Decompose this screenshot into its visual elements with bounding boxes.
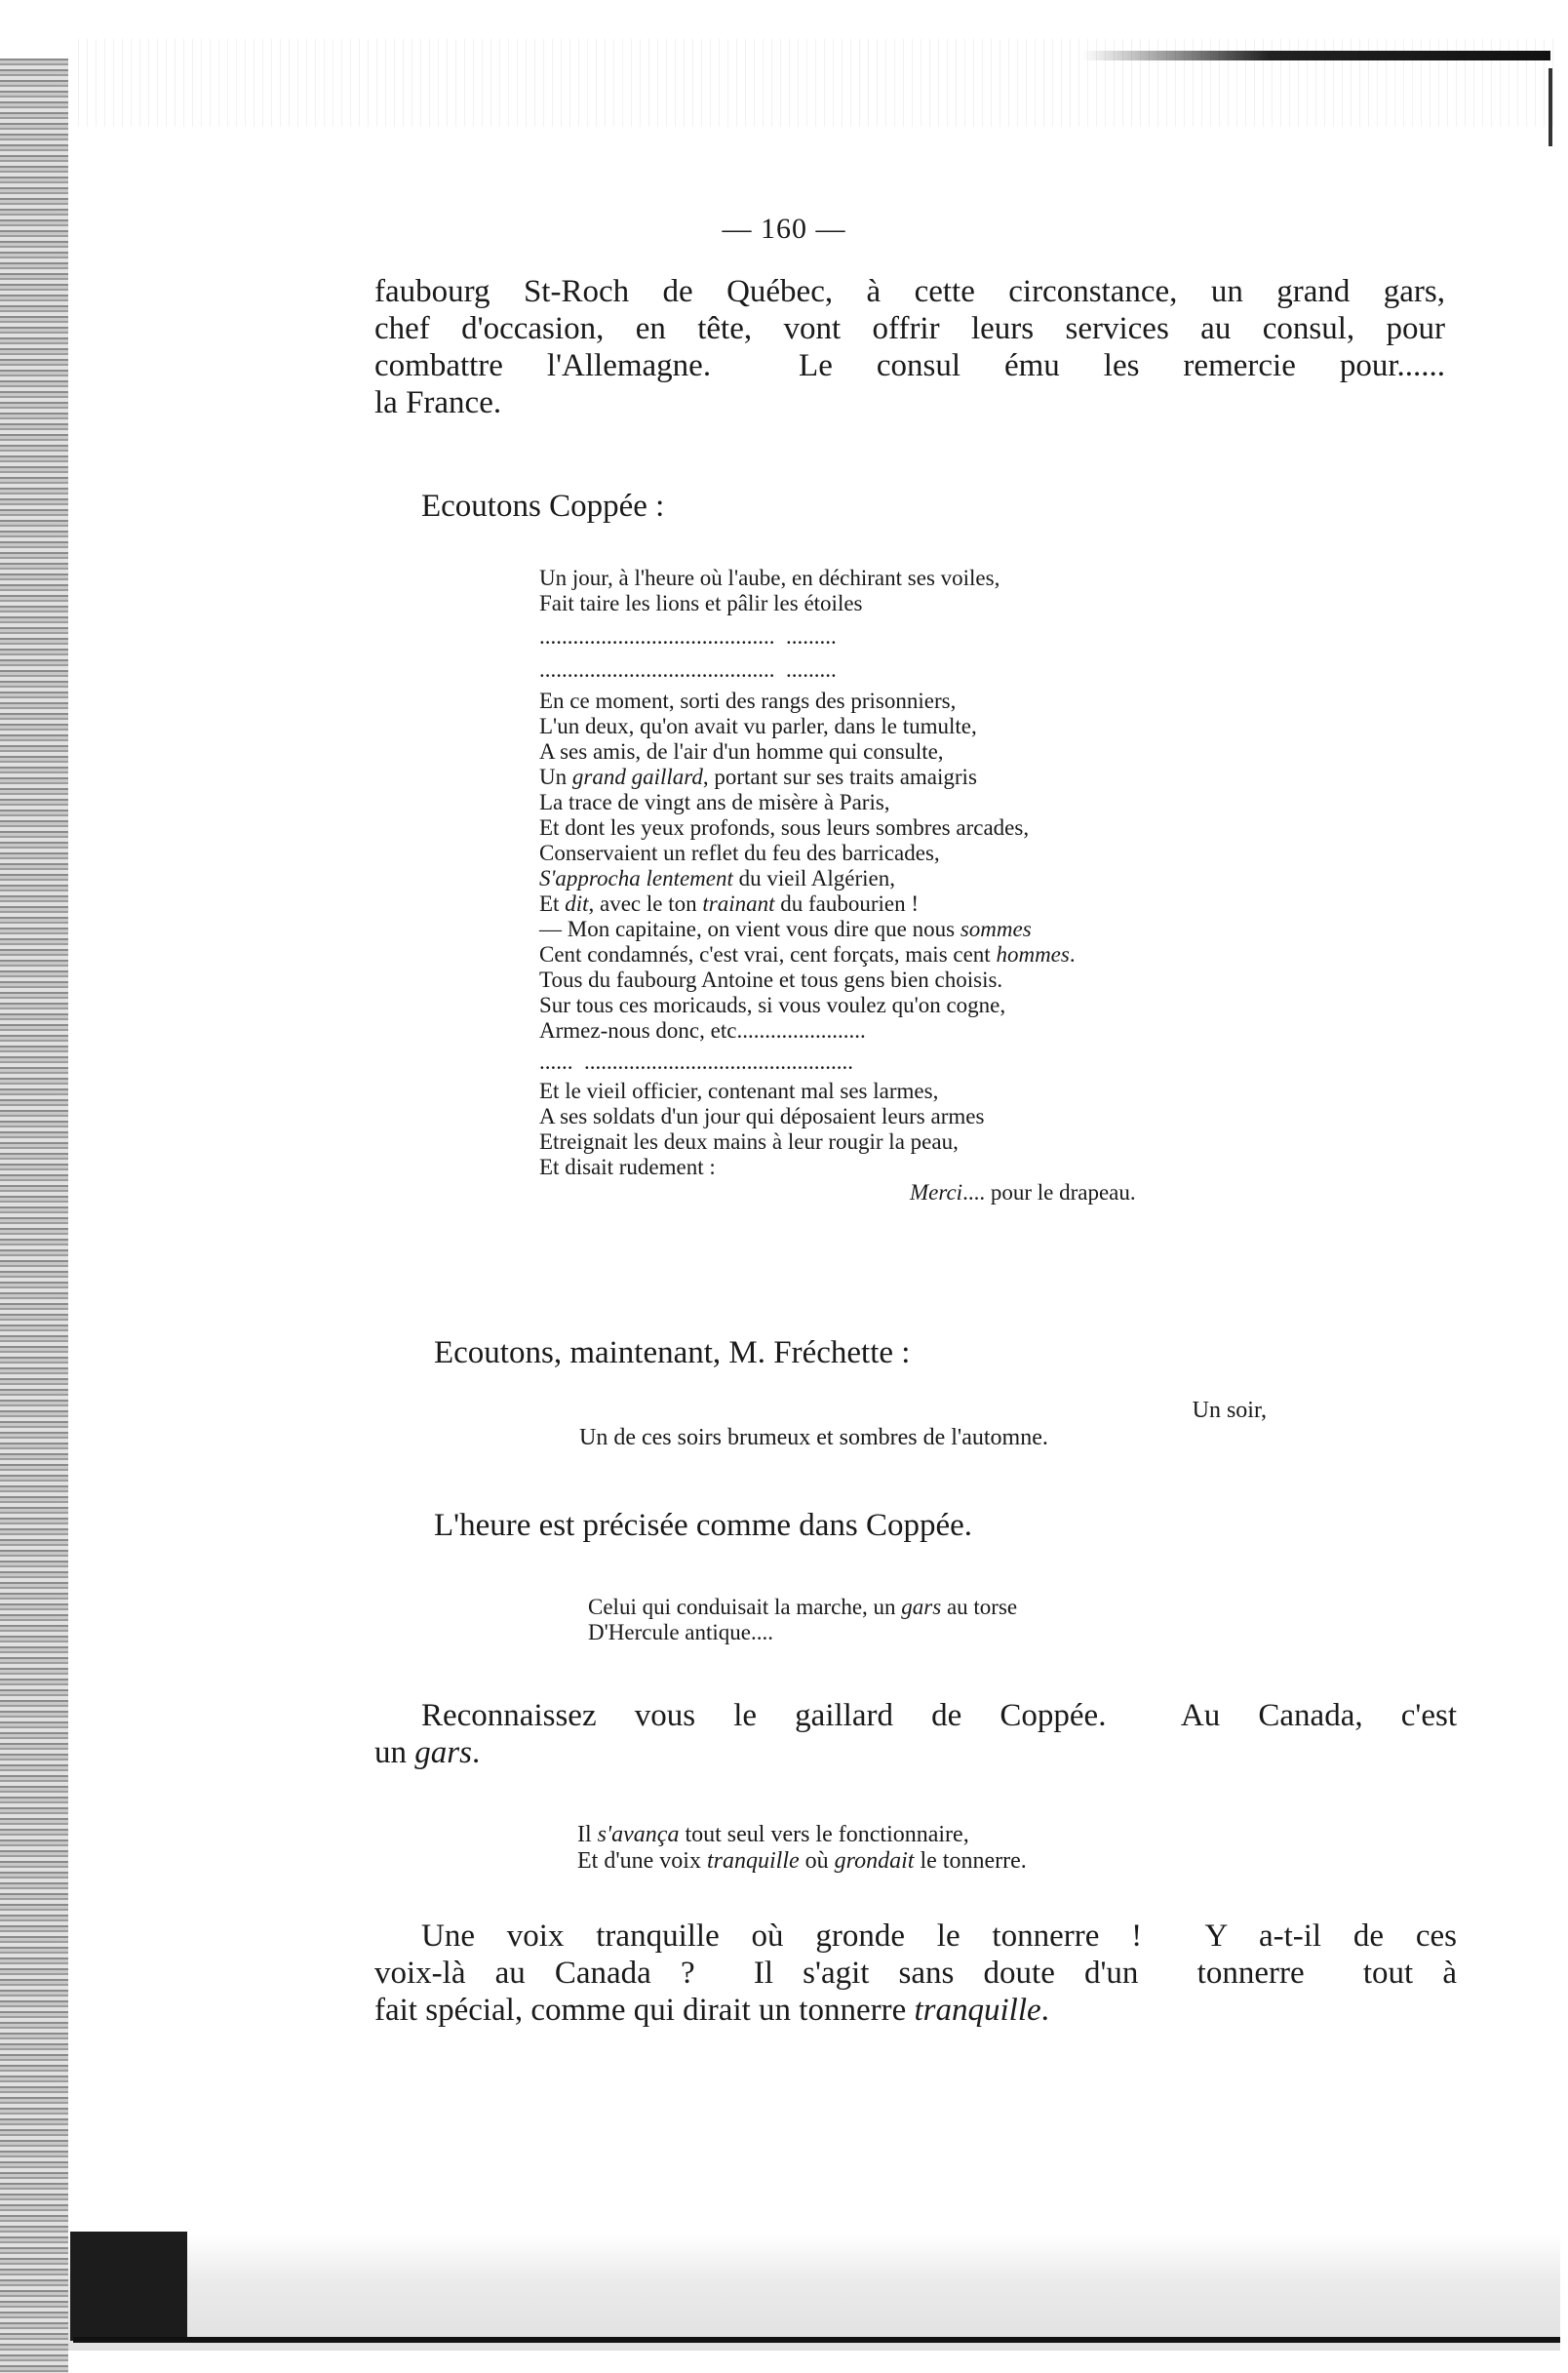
ellipsis-line: .......................................... .........: [539, 657, 837, 682]
verse-line: L'un deux, qu'on avait vu parler, dans le tumulte,: [539, 714, 977, 738]
verse-text: du faubourien !: [774, 891, 920, 916]
verse-line: [539, 942, 1136, 968]
verse-emphasis: sommes: [960, 917, 1032, 941]
paragraph-text: .: [1040, 1993, 1049, 2028]
coppee-poem: [539, 566, 1136, 1206]
verse-emphasis: tranquille: [706, 1848, 800, 1874]
verse-line: Un jour, à l'heure où l'aube, en déchirant ses voiles,: [539, 566, 1000, 590]
paragraph-line: voix-là au Canada ? Il s'agit sans doute d'un tonnerre tout à: [374, 1956, 1457, 1991]
verse-emphasis: trainant: [702, 891, 775, 916]
verse-line: [588, 1595, 1017, 1620]
paragraph-line: combattre l'Allemagne. Le consul ému les remercie pour......: [374, 348, 1445, 383]
verse-text: le tonnerre.: [914, 1848, 1027, 1874]
final-paragraph: [374, 1918, 1457, 2029]
verse-line: [539, 765, 1136, 790]
verse-line: Tous du faubourg Antoine et tous gens bien choisis.: [539, 968, 1003, 992]
ellipsis-line: ...... ................................................: [539, 1049, 853, 1074]
paragraph-line: chef d'occasion, en tête, vont offrir leurs services au consul, pour: [374, 311, 1445, 346]
paragraph-text: .: [471, 1735, 481, 1770]
verse-text: au torse: [941, 1595, 1018, 1619]
verse-text: Celui qui conduisait la marche, un: [588, 1595, 902, 1619]
bottom-scan-rule: [73, 2337, 1560, 2343]
right-edge-mark: [1548, 68, 1552, 146]
verse-line: D'Hercule antique....: [588, 1620, 773, 1644]
paragraph-emphasis: gars: [414, 1735, 472, 1770]
verse-line: Conservaient un reflet du feu des barricades,: [539, 841, 940, 865]
verse-line: Armez-nous donc, etc.......................: [539, 1018, 866, 1043]
paragraph-emphasis: tranquille: [914, 1993, 1041, 2028]
paragraph-line: Une voix tranquille où gronde le tonnerre ! Y a-t-il de ces: [421, 1918, 1457, 1954]
verse-line: A ses amis, de l'air d'un homme qui consulte,: [539, 739, 944, 764]
verse-line: [539, 917, 1136, 942]
ellipsis-line: .......................................... .........: [539, 624, 837, 649]
verse-line: [539, 866, 1136, 891]
verse-emphasis: dit: [565, 891, 589, 916]
verse-line: La trace de vingt ans de misère à Paris,: [539, 790, 890, 814]
verse-line: Etreignait les deux mains à leur rougir la peau,: [539, 1129, 959, 1154]
verse-line: Et dont les yeux profonds, sous leurs sombres arcades,: [539, 815, 1030, 840]
verse-line: [539, 1180, 1136, 1206]
verse-text: tout seul vers le fonctionnaire,: [679, 1822, 969, 1847]
paragraph-text: un: [374, 1735, 415, 1770]
verse-text: Il: [577, 1822, 598, 1847]
paragraph-line: Reconnaissez vous le gaillard de Coppée. Au Canada, c'est: [421, 1698, 1457, 1733]
binding-edge-shadow: [0, 59, 68, 2373]
verse-line: Et le vieil officier, contenant mal ses larmes,: [539, 1079, 939, 1103]
verse-text: , avec le ton: [588, 891, 703, 916]
intro-paragraph: [374, 273, 1445, 421]
verse-line: Fait taire les lions et pâlir les étoiles: [539, 591, 863, 615]
frechette-quote-3: [577, 1822, 1027, 1875]
paragraph-line: [374, 1734, 1457, 1771]
verse-text: du vieil Algérien,: [732, 866, 895, 890]
heading-frechette: Ecoutons, maintenant, M. Fréchette :: [434, 1335, 911, 1370]
verse-emphasis: grondait: [834, 1848, 915, 1874]
verse-text: Et: [539, 891, 566, 916]
verse-text: Et d'une voix: [577, 1848, 707, 1874]
verse-line: [577, 1848, 1027, 1875]
top-scan-rule: [1082, 51, 1550, 60]
verse-text: — Mon capitaine, on vient vous dire que nous: [539, 917, 960, 941]
bottom-scan-noise: [68, 2234, 1560, 2351]
verse-line: En ce moment, sorti des rangs des prisonniers,: [539, 689, 957, 713]
verse-text: .: [1069, 942, 1076, 967]
precision-line: L'heure est précisée comme dans Coppée.: [434, 1508, 973, 1543]
verse-text: où: [799, 1848, 835, 1874]
page-number: — 160 —: [722, 213, 846, 245]
verse-emphasis: hommes: [996, 942, 1070, 967]
verse-line: Sur tous ces moricauds, si vous voulez qu'on cogne,: [539, 993, 1006, 1017]
verse-text: .... pour le drapeau.: [962, 1180, 1136, 1205]
verse-emphasis: s'avança: [597, 1822, 680, 1847]
frechette-quote-1: [579, 1397, 1311, 1451]
paragraph-line: [374, 1992, 1457, 2029]
verse-line: A ses soldats d'un jour qui déposaient leurs armes: [539, 1104, 985, 1128]
verse-emphasis: S'approcha lentement: [539, 866, 733, 890]
verse-line: [539, 891, 1136, 917]
verse-line: Et disait rudement :: [539, 1155, 716, 1179]
verse-line: Un de ces soirs brumeux et sombres de l'automne.: [579, 1425, 1048, 1450]
verse-emphasis: gars: [901, 1595, 942, 1619]
frechette-quote-2: [588, 1595, 1017, 1645]
verse-text: , portant sur ses traits amaigris: [702, 765, 977, 789]
verse-text: Un: [539, 765, 572, 789]
heading-coppee: Ecoutons Coppée :: [421, 489, 665, 524]
corner-scan-block: [70, 2232, 187, 2341]
verse-emphasis: Merci: [910, 1180, 963, 1205]
paragraph-line: la France.: [374, 385, 502, 420]
paragraph-line: faubourg St-Roch de Québec, à cette circonstance, un grand gars,: [374, 274, 1445, 309]
verse-line: Un soir,: [1192, 1398, 1267, 1423]
reconnaissez-paragraph: [374, 1697, 1457, 1771]
paragraph-text: fait spécial, comme qui dirait un tonnerre: [374, 1993, 915, 2028]
verse-line: [577, 1822, 1027, 1848]
verse-emphasis: grand gaillard: [571, 765, 703, 789]
verse-text: Cent condamnés, c'est vrai, cent forçats, mais cent: [539, 942, 997, 967]
